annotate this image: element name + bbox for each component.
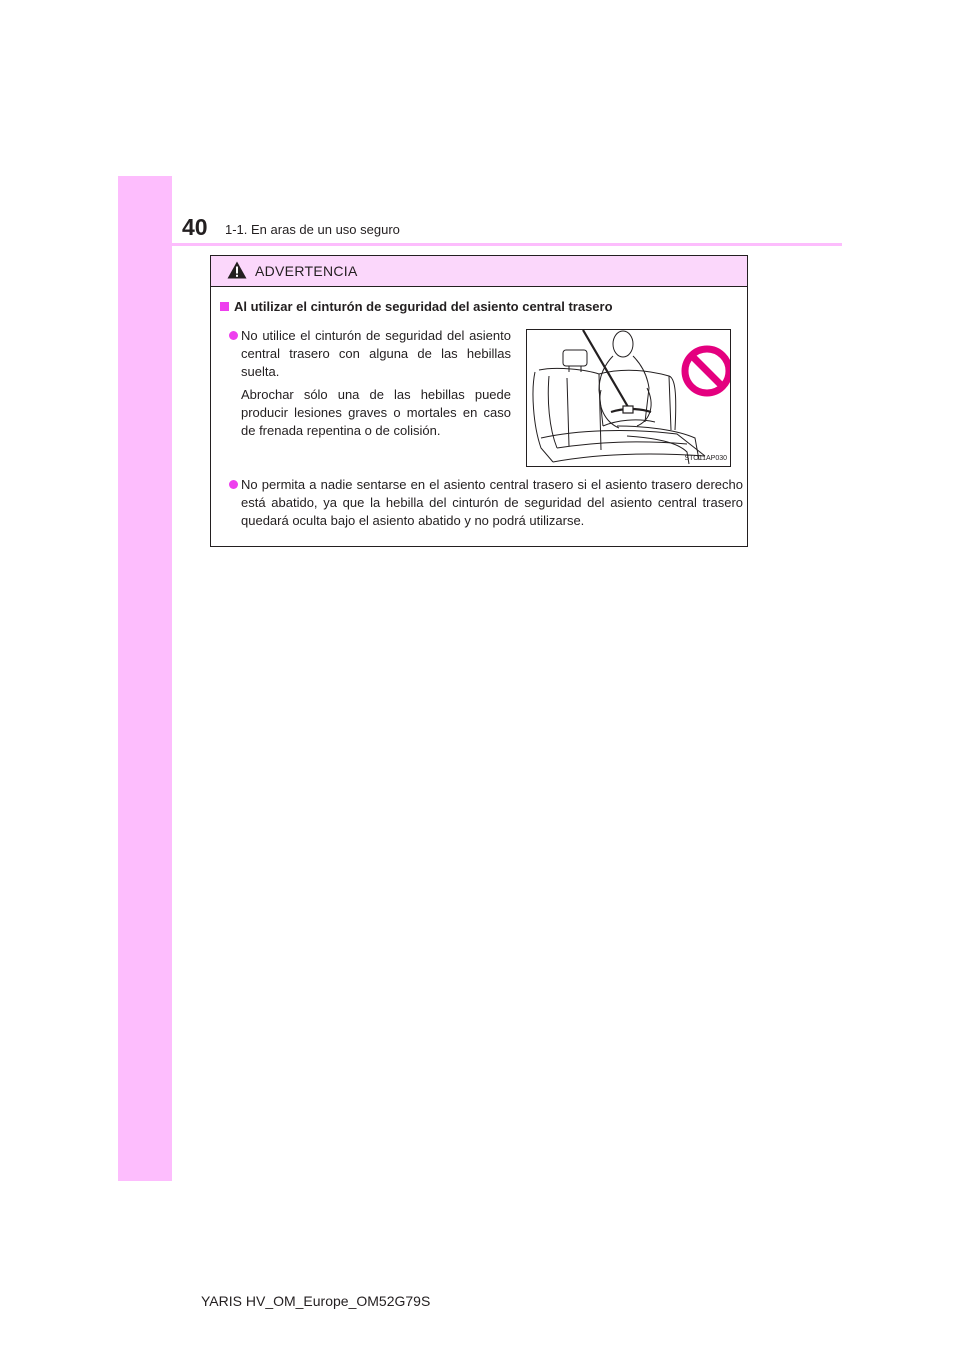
warning-header	[211, 256, 747, 287]
round-bullet-icon	[229, 480, 238, 489]
warning-triangle-icon	[227, 261, 247, 279]
bullet-1-text: No utilice el cinturón de seguridad del asiento central trasero con alguna de las hebillas suelta.	[241, 328, 511, 379]
warning-subheading-text: Al utilizar el cinturón de seguridad del asiento central trasero	[234, 299, 613, 314]
section-title: 1-1. En aras de un uso seguro	[225, 222, 400, 237]
warning-bullet-2	[229, 476, 743, 530]
bullet-1-extra-text: Abrochar sólo una de las hebillas puede producir lesiones graves o mortales en caso de frenada repentina o de colisión.	[241, 387, 511, 438]
round-bullet-icon	[229, 331, 238, 340]
warning-bullet-1	[229, 327, 511, 440]
figure-code: STO11AP030	[684, 455, 727, 462]
warning-box	[210, 255, 748, 547]
warning-title: ADVERTENCIA	[255, 263, 358, 279]
header-rule	[118, 243, 842, 246]
warning-subheading	[220, 299, 613, 315]
seatbelt-illustration	[526, 329, 731, 467]
footer-doc-id: YARIS HV_OM_Europe_OM52G79S	[201, 1293, 431, 1309]
rear-seat-passenger-illustration	[527, 330, 730, 466]
page-number: 40	[182, 214, 208, 240]
square-bullet-icon	[220, 302, 229, 311]
side-band	[118, 176, 172, 1181]
bullet-2-text: No permita a nadie sentarse en el asiento central trasero si el asiento trasero derecho está abatido, ya que la hebilla del cinturón de seguridad del asiento central trasero quedará oculta bajo el asiento abatido y no podrá utilizarse.	[241, 477, 743, 528]
